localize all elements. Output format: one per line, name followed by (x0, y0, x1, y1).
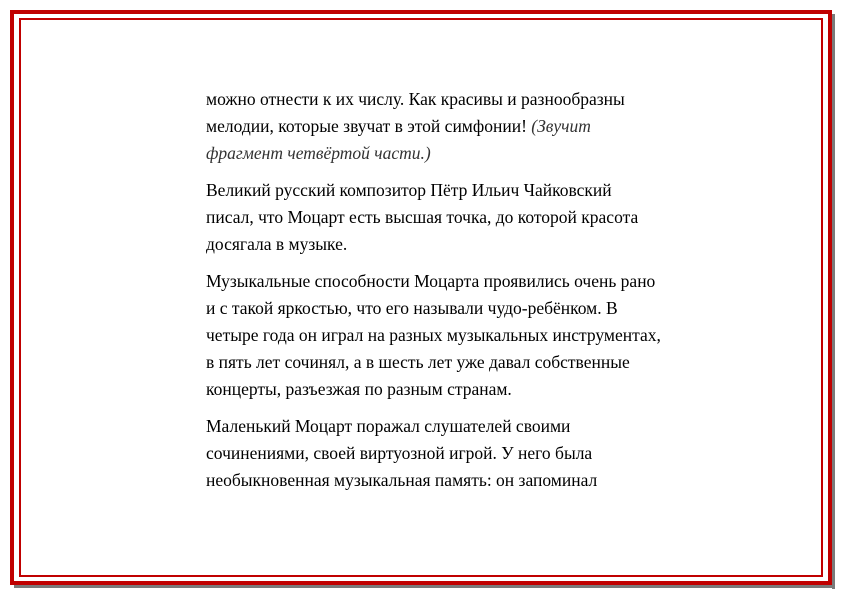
slide-text-body (206, 86, 726, 504)
frame-shadow-right (832, 14, 835, 589)
paragraph-young-mozart: Маленький Моцарт поражал слушателей своими сочинениями, своей виртуозной игрой. У него была необыкновенная музыкальная память: он запоминал (206, 416, 598, 490)
stage-direction-note: (Звучит фрагмент четвёртой части.) (206, 116, 591, 163)
paragraph-abilities: Музыкальные способности Моцарта проявились очень рано и с такой яркостью, что его называли чудо-ребёнком. В четыре года он играл на разных музыкальных инструментах, в пять лет сочинял, а в шесть лет уже давал собственные концерты, разъезжая по разным странам. (206, 271, 661, 399)
paragraph-tchaikovsky: Великий русский композитор Пётр Ильич Чайковский писал, что Моцарт есть высшая точка, до которой красота досягала в музыке. (206, 180, 639, 254)
paragraph-text: можно отнести к их числу. Как красивы и разнообразны мелодии, которые звучат в этой симфонии! (206, 89, 625, 136)
frame-shadow-bottom (14, 585, 835, 588)
paragraph-symphony (206, 86, 726, 167)
